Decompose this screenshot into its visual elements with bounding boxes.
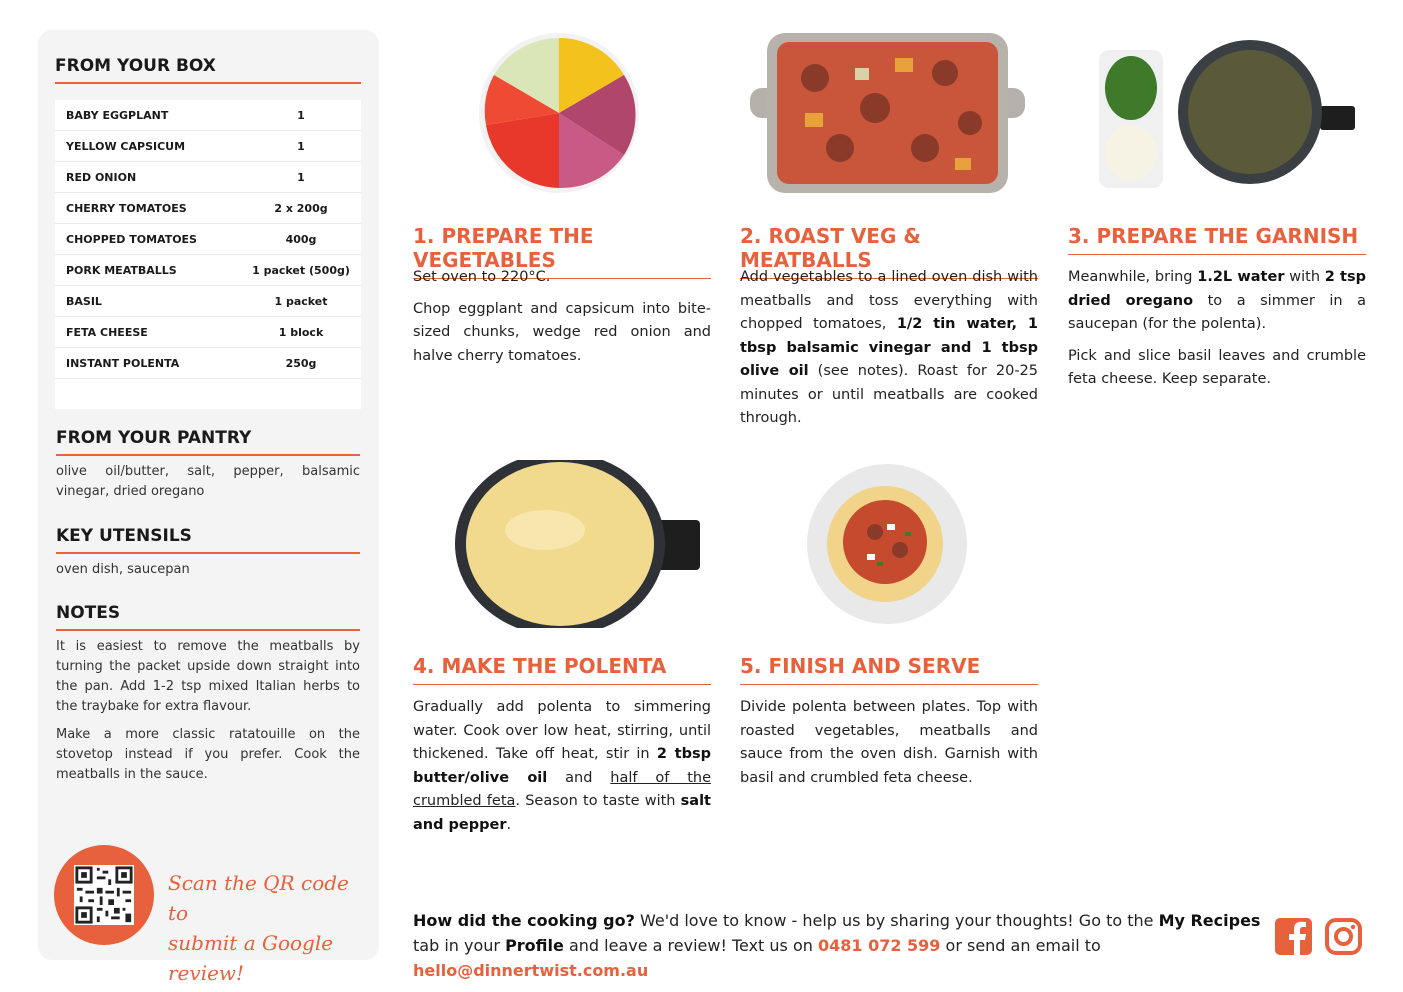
step-1-title: 1. PREPARE THE VEGETABLES xyxy=(413,224,711,279)
qr-caption-line-2: submit a Google review! xyxy=(168,931,334,985)
polenta-saucepan-image xyxy=(455,460,703,628)
garnish-saucepan-image xyxy=(1095,38,1360,193)
step-4-title: 4. MAKE THE POLENTA xyxy=(413,654,711,685)
box-title: FROM YOUR BOX xyxy=(55,56,361,84)
ingredient-row xyxy=(55,348,361,379)
qr-caption-line-1: Scan the QR code to xyxy=(168,871,349,925)
notes-text xyxy=(56,637,360,793)
step-3-title: 3. PREPARE THE GARNISH xyxy=(1068,224,1366,255)
step-5-text xyxy=(740,696,1038,798)
ingredient-qty: 1 xyxy=(241,162,361,193)
step-4-text-3: . Season to taste with xyxy=(515,793,681,809)
qr-code-icon[interactable] xyxy=(74,865,134,925)
ingredient-row xyxy=(55,224,361,255)
step-3-text-2: with xyxy=(1284,269,1325,285)
email-link[interactable]: hello@dinnertwist.com.au xyxy=(413,961,649,980)
note-1: It is easiest to remove the meatballs by turning the packet upside down straight into the pan. Add 1-2 tsp mixed Italian herbs to the traybake for extra flavour. xyxy=(56,639,360,714)
ingredient-row-empty xyxy=(55,379,361,410)
step-2-text-2: (see notes). Roast for 20-25 minutes or until meatballs are cooked through. xyxy=(740,363,1039,426)
step-4-underline-1: half of the crumbled feta xyxy=(413,769,712,809)
ingredient-name: RED ONION xyxy=(55,162,241,193)
step-3-bold-2: 2 tsp dried oregano xyxy=(1068,269,1366,309)
step-3-text xyxy=(1068,266,1366,400)
step-4-text xyxy=(413,696,711,845)
step-1-text xyxy=(413,266,711,376)
pantry-title: FROM YOUR PANTRY xyxy=(56,428,360,456)
step-2-title: 2. ROAST VEG & MEATBALLS xyxy=(740,224,1038,279)
ingredient-qty: 2 x 200g xyxy=(241,193,361,224)
ingredient-row xyxy=(55,162,361,193)
step-2-text-1: Add vegetables to a lined oven dish with meatballs and toss everything with chopped tomatoes, xyxy=(740,269,1038,332)
step-3-para-2: Pick and slice basil leaves and crumble feta cheese. Keep separate. xyxy=(1068,347,1366,387)
phone-link[interactable]: 0481 072 599 xyxy=(817,936,941,955)
vegetables-bowl-image xyxy=(474,30,644,195)
served-plate-image xyxy=(805,462,969,626)
ingredient-qty: 1 packet xyxy=(241,286,361,317)
step-4-text-2: and xyxy=(547,769,611,786)
facebook-icon[interactable] xyxy=(1275,918,1312,955)
step-2-bold-1: 1/2 tin water, 1 tbsp balsamic vinegar and 1 tbsp olive oil xyxy=(740,316,1039,379)
step-1-para-2: Chop eggplant and capsicum into bite-sized chunks, wedge red onion and halve cherry tomatoes. xyxy=(413,300,711,364)
note-2: Make a more classic ratatouille on the stovetop instead if you prefer. Cook the meatballs in the sauce. xyxy=(56,727,360,782)
ingredient-qty: 1 xyxy=(241,131,361,162)
step-5-para-1: Divide polenta between plates. Top with roasted vegetables, meatballs and sauce from the oven dish. Garnish with basil and crumbled feta cheese. xyxy=(740,699,1038,786)
ingredient-qty: 250g xyxy=(241,348,361,379)
utensils-title: KEY UTENSILS xyxy=(56,526,360,554)
ingredient-qty: 400g xyxy=(241,224,361,255)
utensils-text: oven dish, saucepan xyxy=(56,562,190,577)
footer-profile: Profile xyxy=(505,936,564,955)
ingredient-name: BASIL xyxy=(55,286,241,317)
qr-caption xyxy=(168,868,368,988)
ingredient-name: YELLOW CAPSICUM xyxy=(55,131,241,162)
footer-text-1: We'd love to know - help us by sharing your thoughts! Go to the xyxy=(634,911,1159,930)
step-3-bold-1: 1.2L water xyxy=(1197,269,1285,285)
footer-text-4: or send an email to xyxy=(940,936,1101,955)
footer-question: How did the cooking go? xyxy=(413,911,635,930)
ingredient-qty: 1 block xyxy=(241,317,361,348)
sidebar xyxy=(38,30,379,985)
footer-my-recipes: My Recipes xyxy=(1158,911,1261,930)
feedback-footer xyxy=(413,908,1263,983)
ingredient-name: FETA CHEESE xyxy=(55,317,241,348)
step-4-bold-1: 2 tbsp butter/olive oil xyxy=(413,746,711,786)
step-3-text-1: Meanwhile, bring xyxy=(1068,269,1198,285)
ingredient-name: CHERRY TOMATOES xyxy=(55,193,241,224)
ingredient-name: CHOPPED TOMATOES xyxy=(55,224,241,255)
notes-title: NOTES xyxy=(56,603,360,631)
ingredient-qty: 1 xyxy=(241,100,361,131)
step-2-text xyxy=(740,266,1038,439)
ingredient-row xyxy=(55,193,361,224)
step-4-text-4: . xyxy=(506,816,512,833)
step-3-text-3: to a simmer in a saucepan (for the polenta). xyxy=(1068,292,1366,332)
qr-badge[interactable] xyxy=(54,845,154,945)
ingredient-row xyxy=(55,255,361,286)
ingredient-row xyxy=(55,317,361,348)
ingredient-name: PORK MEATBALLS xyxy=(55,255,241,286)
footer-text-2: tab in your xyxy=(413,936,506,955)
instagram-icon[interactable] xyxy=(1325,918,1362,955)
step-4-bold-2: salt and pepper xyxy=(413,793,711,833)
ingredients-table xyxy=(55,100,361,409)
oven-dish-image xyxy=(745,28,1030,198)
step-1-para-1: Set oven to 220°C. xyxy=(413,269,551,285)
pantry-text: olive oil/butter, salt, pepper, balsamic vinegar, dried oregano xyxy=(56,464,360,499)
ingredient-qty: 1 packet (500g) xyxy=(241,255,361,286)
step-5-title: 5. FINISH AND SERVE xyxy=(740,654,1038,685)
ingredient-name: BABY EGGPLANT xyxy=(55,100,241,131)
footer-text-3: and leave a review! Text us on xyxy=(563,936,818,955)
ingredient-name: INSTANT POLENTA xyxy=(55,348,241,379)
ingredient-row xyxy=(55,100,361,131)
ingredient-row xyxy=(55,131,361,162)
step-4-text-1: Gradually add polenta to simmering water. Cook over low heat, stirring, until thickened. Take off heat, stir in xyxy=(413,699,711,762)
ingredient-row xyxy=(55,286,361,317)
